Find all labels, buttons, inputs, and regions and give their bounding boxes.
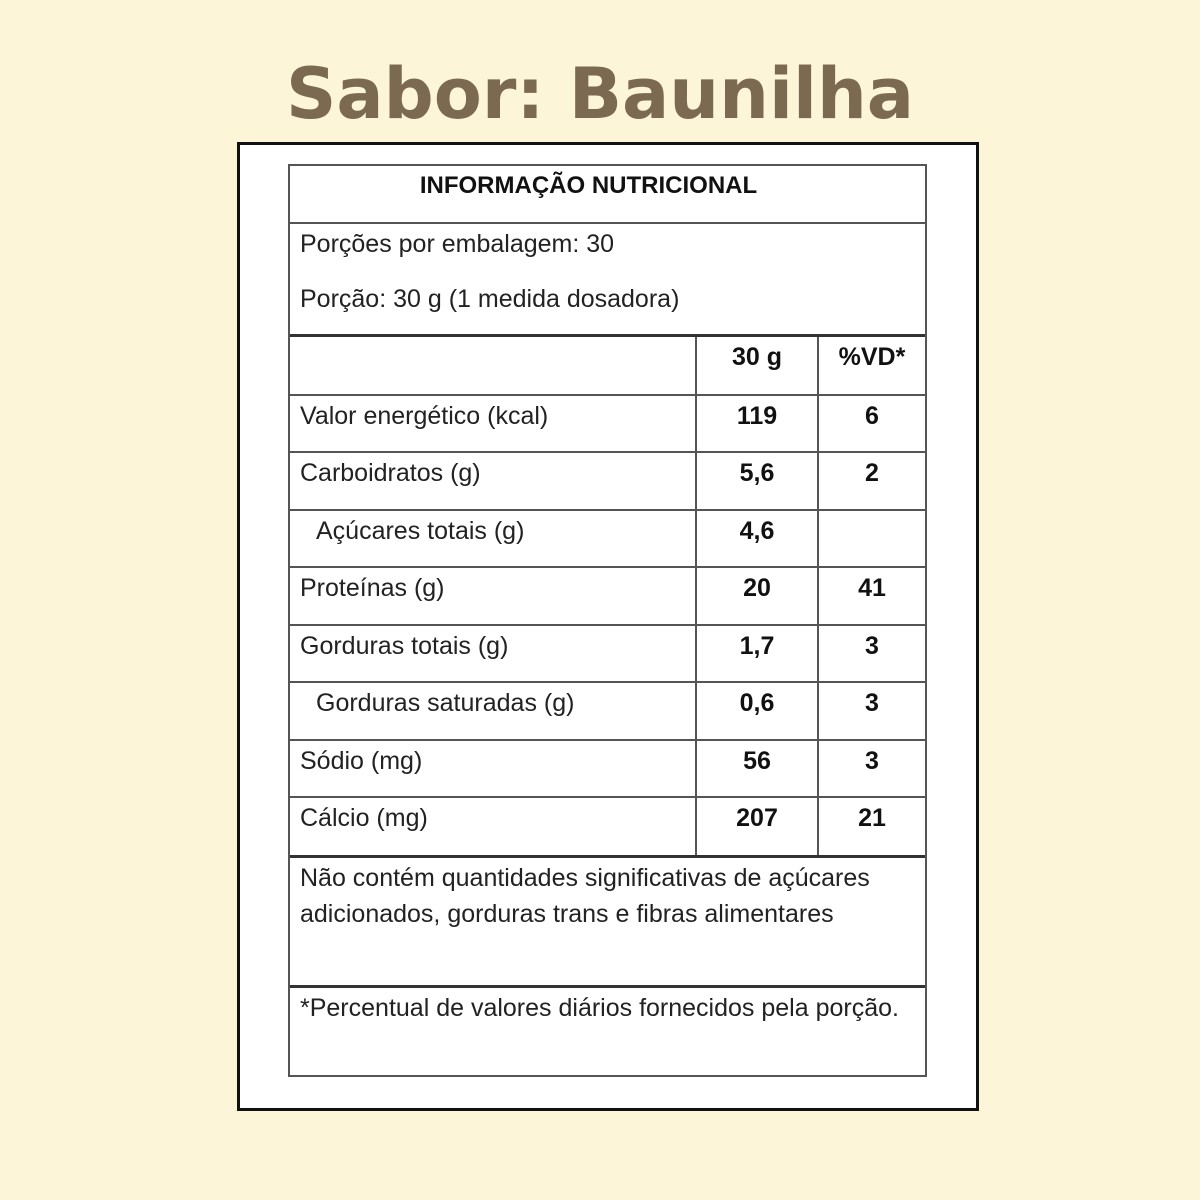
nutrient-dv: 3	[818, 740, 925, 798]
nutrient-amount: 119	[696, 395, 818, 453]
nutrition-facts-label	[288, 164, 927, 1077]
insignificant-amounts-note: Não contém quantidades significativas de açúcares adicionados, gorduras trans e fibras alimentares	[290, 855, 925, 985]
column-header-nutrient	[290, 337, 696, 395]
table-row	[290, 625, 925, 683]
servings-per-package: Porções por embalagem: 30	[300, 230, 615, 258]
portion-info	[290, 224, 925, 337]
nutrient-amount: 1,7	[696, 625, 818, 683]
nutrient-dv: 3	[818, 625, 925, 683]
nutrient-name: Gorduras totais (g)	[290, 625, 696, 683]
column-header-dv: %VD*	[838, 343, 906, 371]
nutrient-dv: 41	[818, 567, 925, 625]
nutrient-name: Gorduras saturadas (g)	[290, 682, 696, 740]
daily-value-footnote: *Percentual de valores diários fornecidos pela porção.	[290, 985, 925, 1026]
label-header: INFORMAÇÃO NUTRICIONAL	[290, 166, 925, 224]
nutrient-amount: 0,6	[696, 682, 818, 740]
nutrient-dv	[818, 510, 925, 568]
nutrient-amount: 56	[696, 740, 818, 798]
table-row	[290, 740, 925, 798]
table-header-row	[290, 337, 925, 395]
nutrient-amount: 5,6	[696, 452, 818, 510]
nutrient-name: Carboidratos (g)	[290, 452, 696, 510]
nutrient-amount: 207	[696, 797, 818, 855]
nutrient-dv: 6	[818, 395, 925, 453]
table-row	[290, 682, 925, 740]
nutrition-table	[290, 337, 925, 855]
nutrient-name: Açúcares totais (g)	[290, 510, 696, 568]
nutrient-amount: 4,6	[696, 510, 818, 568]
table-row	[290, 797, 925, 855]
nutrient-name: Proteínas (g)	[290, 567, 696, 625]
nutrient-dv: 21	[818, 797, 925, 855]
table-row	[290, 567, 925, 625]
nutrient-dv: 3	[818, 682, 925, 740]
nutrient-amount: 20	[696, 567, 818, 625]
table-row	[290, 395, 925, 453]
flavor-title: Sabor: Baunilha	[285, 53, 915, 135]
column-header-amount: 30 g	[696, 337, 818, 395]
nutrient-name: Valor energético (kcal)	[290, 395, 696, 453]
nutrient-dv: 2	[818, 452, 925, 510]
table-row	[290, 452, 925, 510]
table-row	[290, 510, 925, 568]
nutrient-name: Sódio (mg)	[290, 740, 696, 798]
serving-size: Porção: 30 g (1 medida dosadora)	[300, 285, 680, 313]
nutrient-name: Cálcio (mg)	[290, 797, 696, 855]
